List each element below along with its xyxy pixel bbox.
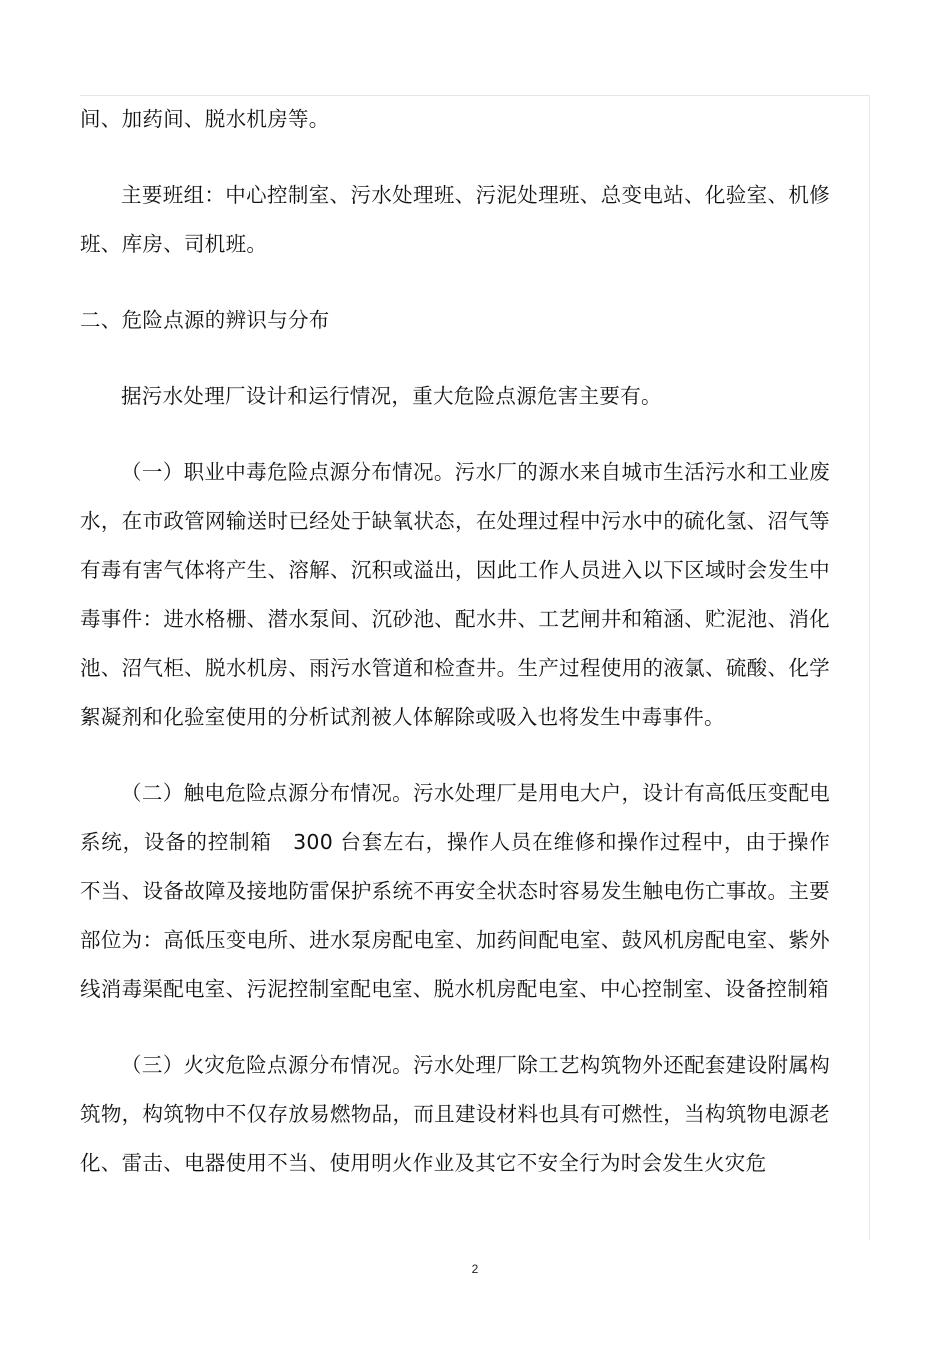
paragraph-continuation: 间、加药间、脱水机房等。: [80, 107, 330, 131]
page-number: 2: [471, 1262, 479, 1276]
paragraph-fire: （三）火灾危险点源分布情况。污水处理厂除工艺构筑物外还配套建设附属构筑物，构筑物中不仅存放易燃物品，而且建设材料也具有可燃性，当构筑物电源老化、雷击、电器使用不当、使用明火作业及其它不安全行为时会发生火灾危: [80, 1053, 830, 1175]
paragraph-intro: 据污水处理厂设计和运行情况，重大危险点源危害主要有。: [121, 384, 662, 408]
section-heading: 二、危险点源的辨识与分布: [80, 308, 330, 332]
document-body: [80, 95, 830, 1188]
paragraph-poisoning: （一）职业中毒危险点源分布情况。污水厂的源水来自城市生活污水和工业废水，在市政管网输送时已经处于缺氧状态，在处理过程中污水中的硫化氢、沼气等有毒有害气体将产生、溶解、沉积或溢出，因此工作人员进入以下区域时会发生中毒事件：进水格栅、潜水泵间、沉砂池、配水井、工艺闸井和箱涵、贮泥池、消化池、沼气柜、脱水机房、雨污水管道和检查井。生产过程使用的液氯、硫酸、化学絮凝剂和化验室使用的分析试剂被人体解除或吸入也将发生中毒事件。: [80, 460, 830, 729]
paragraph-electric: （二）触电危险点源分布情况。污水处理厂是用电大户，设计有高低压变配电系统，设备的控制箱 300 台套左右，操作人员在维修和操作过程中，由于操作不当、设备故障及接地防雷保护系统不再安全状态时容易发生触电伤亡事故。主要部位为：高低压变电所、进水泵房配电室、加药间配电室、鼓风机房配电室、紫外线消毒渠配电室、污泥控制室配电室、脱水机房配电室、中心控制室、设备控制箱: [80, 781, 830, 1001]
paragraph-teams: 主要班组：中心控制室、污水处理班、污泥处理班、总变电站、化验室、机修班、库房、司机班。: [80, 183, 830, 256]
